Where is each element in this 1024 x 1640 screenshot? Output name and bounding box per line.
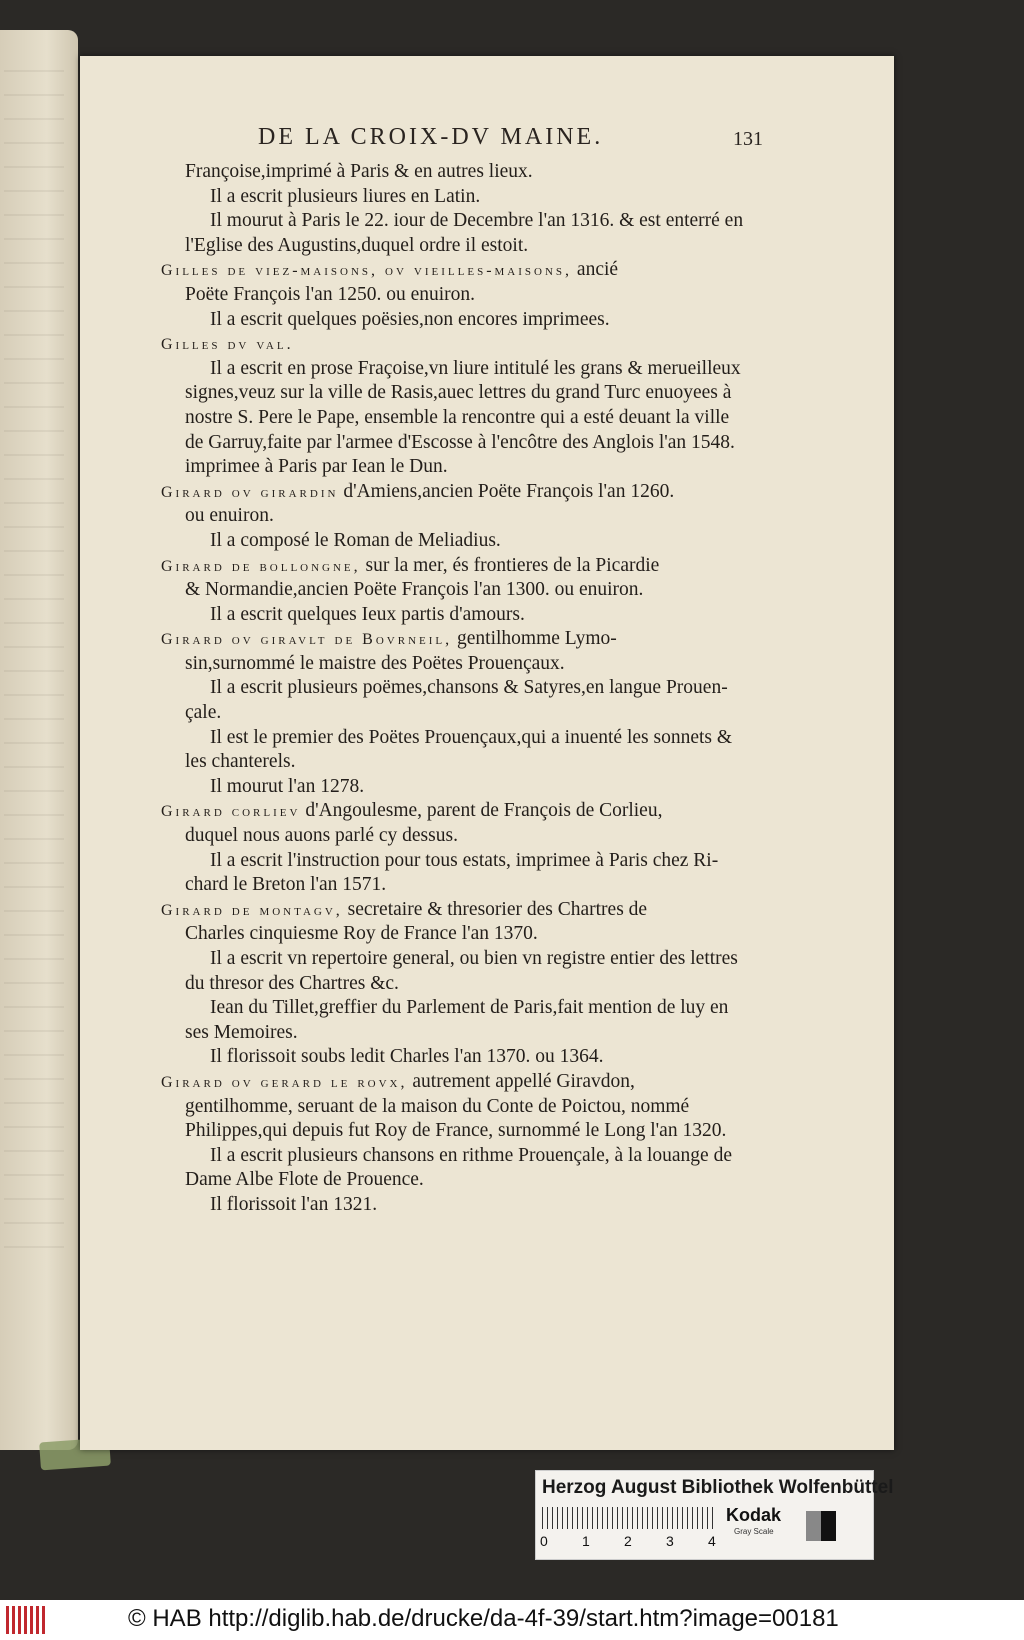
author-name: Girard ov giravlt de Bovrneil, xyxy=(161,631,453,649)
author-name: Gilles de viez-maisons, ov vieilles-maisons, xyxy=(161,262,573,280)
entry-heading-line: Girard ov giravlt de Bovrneil, gentilhomme Lymo- xyxy=(161,628,617,650)
text-line: Françoise,imprimé à Paris & en autres lieux. xyxy=(185,161,533,182)
gray-scale-label: Gray Scale xyxy=(734,1527,774,1536)
text-line: chard le Breton l'an 1571. xyxy=(185,874,387,896)
entry-heading-line: Girard de montagv, secretaire & thresorier des Chartres de xyxy=(161,898,648,920)
entry-heading-line: Girard corliev d'Angoulesme, parent de François de Corlieu, xyxy=(161,800,663,822)
text-line: de Garruy,faite par l'armee d'Escosse à l'encôtre des Anglois l'an 1548. xyxy=(185,431,735,453)
text-line: çale. xyxy=(185,702,222,724)
text-line: signes,veuz sur la ville de Rasis,auec lettres du grand Turc enuoyees à xyxy=(185,382,732,404)
library-name: Herzog August Bibliothek Wolfenbüttel xyxy=(542,1477,894,1498)
kodak-logo: Kodak xyxy=(726,1505,782,1525)
text-line: & Normandie,ancien Poëte François l'an 1300. ou enuiron. xyxy=(185,579,644,601)
entry-heading-line: Gilles de viez-maisons, ov vieilles-maisons, ancié xyxy=(161,259,619,281)
text-line: Il mourut à Paris le 22. iour de Decembre l'an 1316. & est enterré en xyxy=(210,210,744,232)
text-line: Il florissoit soubs ledit Charles l'an 1370. ou 1364. xyxy=(210,1046,604,1068)
text-line: Poëte François l'an 1250. ou enuiron. xyxy=(185,283,476,305)
text-line: duquel nous auons parlé cy dessus. xyxy=(185,825,458,847)
ruler-number: 4 xyxy=(708,1533,716,1549)
ruler-number: 3 xyxy=(666,1533,674,1549)
text-line: nostre S. Pere le Pape, ensemble la rencontre qui a esté deuant la ville xyxy=(185,406,730,428)
ruler-number: 1 xyxy=(582,1533,590,1549)
author-name: Girard ov gerard le rovx, xyxy=(161,1073,408,1091)
text-line: Il est le premier des Poëtes Prouençaux,qui a inuenté les sonnets & xyxy=(210,726,733,748)
page-number: 131 xyxy=(733,128,763,150)
bleed-through-text xyxy=(4,70,64,1270)
author-name: Girard de bollongne, xyxy=(161,557,361,575)
page-text xyxy=(155,160,755,1218)
text-line: Il a escrit quelques Ieux partis d'amours. xyxy=(210,603,525,625)
text-line: Il a composé le Roman de Meliadius. xyxy=(210,529,501,551)
source-credit[interactable]: © HAB http://diglib.hab.de/drucke/da-4f-39/start.htm?image=00181 xyxy=(128,1605,839,1632)
text-line: Philippes,qui depuis fut Roy de France, surnommé le Long l'an 1320. xyxy=(185,1120,727,1142)
text-line: Charles cinquiesme Roy de France l'an 1370. xyxy=(185,923,538,945)
author-name: Girard corliev xyxy=(161,803,301,821)
author-name: Girard ov girardin xyxy=(161,483,339,501)
text-line: Il a escrit vn repertoire general, ou bien vn registre entier des lettres xyxy=(210,948,738,969)
running-head xyxy=(178,72,898,150)
entry-heading-line: Girard ov girardin d'Amiens,ancien Poëte François l'an 1260. xyxy=(161,480,675,502)
text-line: Il a escrit plusieurs liures en Latin. xyxy=(210,185,481,207)
ruler-number: 2 xyxy=(624,1533,632,1549)
text-line: Il a escrit plusieurs chansons en rithme Prouençale, à la louange de xyxy=(210,1144,732,1166)
entry-heading-line xyxy=(155,332,755,357)
color-target xyxy=(535,1470,894,1560)
text-line: ou enuiron. xyxy=(185,505,274,527)
text-line: les chanterels. xyxy=(185,751,296,773)
text-line: Iean du Tillet,greffier du Parlement de Paris,fait mention de luy en xyxy=(210,997,729,1019)
previous-page-edge xyxy=(0,30,78,1450)
text-line: Il a escrit plusieurs poëmes,chansons & Satyres,en langue Prouen- xyxy=(210,677,728,699)
text-line: ses Memoires. xyxy=(185,1021,298,1043)
author-name: Girard de montagv, xyxy=(161,901,343,919)
gray-swatch xyxy=(806,1511,836,1541)
text-line: Il mourut l'an 1278. xyxy=(210,775,365,797)
text-line: sin,surnommé le maistre des Poëtes Prouençaux. xyxy=(185,652,565,674)
text-line: Il a escrit l'instruction pour tous estats, imprimee à Paris chez Ri- xyxy=(210,849,719,871)
entry-heading-line: Girard de bollongne, sur la mer, és frontieres de la Picardie xyxy=(161,554,660,576)
text-line: gentilhomme, seruant de la maison du Conte de Poictou, nommé xyxy=(185,1095,690,1117)
text-line: imprimee à Paris par Iean le Dun. xyxy=(185,456,448,478)
text-line: Il a escrit en prose Fraçoise,vn liure intitulé les grans & merueilleux xyxy=(210,357,741,379)
scale-ruler xyxy=(542,1507,717,1529)
text-line: Dame Albe Flote de Prouence. xyxy=(185,1169,424,1191)
text-line: Il florissoit l'an 1321. xyxy=(210,1193,378,1215)
text-line: du thresor des Chartres &c. xyxy=(185,972,399,994)
running-title: DE LA CROIX-DV MAINE. xyxy=(258,124,604,150)
entry-heading-line: Girard ov gerard le rovx, autrement appellé Giravdon, xyxy=(161,1070,635,1092)
text-line: l'Eglise des Augustins,duquel ordre il estoit. xyxy=(185,234,529,256)
footer-bar xyxy=(0,1600,1024,1640)
hab-logo-icon xyxy=(6,1606,46,1634)
text-line: Il a escrit quelques poësies,non encores imprimees. xyxy=(210,308,610,330)
ruler-number: 0 xyxy=(540,1533,548,1549)
author-name: Gilles dv val. xyxy=(161,336,294,354)
